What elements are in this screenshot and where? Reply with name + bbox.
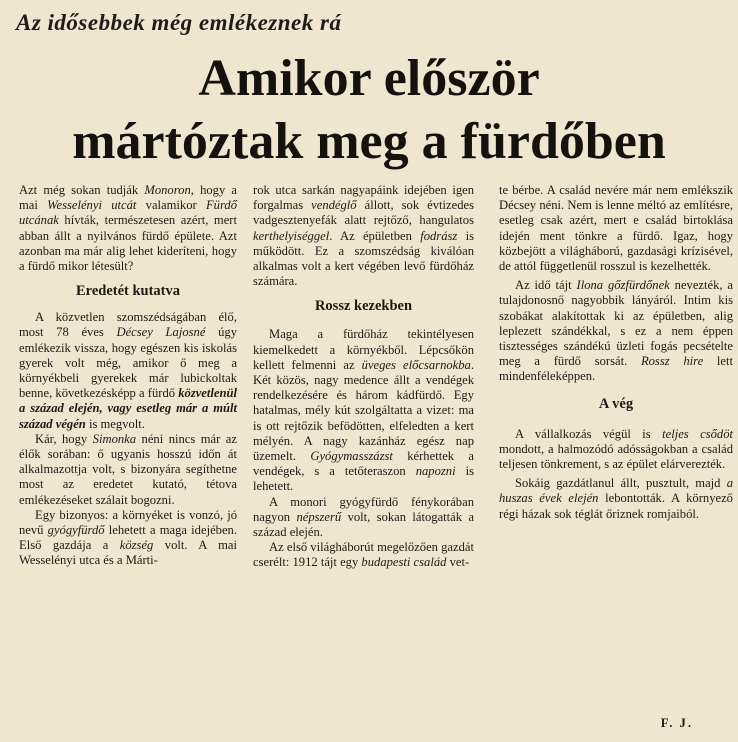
paragraph <box>253 327 474 494</box>
body-text: A monori gyógyfürdő fénykorában nagyon <box>253 494 474 524</box>
body-text: . Két közös, nagy medence állt a vendégek rendelkezésére és három kádfürdő. Egy hatalmas, mély kút szolgáltatta a vizet: ma is ott rejtőzik befödötten, elfeledten a kert mélyén. A nagy kazánház egész nap üzemelt. <box>253 357 475 464</box>
paragraph <box>19 183 237 274</box>
paragraph <box>19 310 237 432</box>
emphasis-text: Gyógymasszázst <box>310 449 393 464</box>
body-text: lehetett a maga idejében. Első gazdája a <box>19 523 237 553</box>
body-text: volt, sokan látogatták a század elején. <box>253 509 474 540</box>
emphasis-text: gyógyfürdő <box>47 523 105 538</box>
body-text: , hogy a mai <box>19 183 237 213</box>
article-column-2 <box>253 183 474 733</box>
body-text: te bérbe. A család nevére már nem emlékszik Décsey néni. Nem is lenne méltó az említésre, esetleg csak azért, mert e család birtoklása idején ment tönkre a fürdő. Igaz, hogy közbejött a világháború, gazdasági krízisével, de attól függetlenül rosszul is kezelhették. <box>499 183 733 274</box>
emphasis-text: Wesselényi utcát <box>47 198 137 213</box>
subheading-a-veg: A vég <box>598 395 634 412</box>
emphasis-text: Décsey Lajosné <box>116 325 206 340</box>
body-text: kérhettek a vendégek, s a tetőteraszon <box>253 449 474 479</box>
emphasis-text: a huszas évek elején <box>499 476 733 506</box>
body-text: Azt még sokan tudják <box>19 183 145 197</box>
body-text: lett mindenféleképpen. <box>499 354 733 384</box>
body-text: állott, sok évtizedes vadgesztenyefák alatt rejtőző, hangulatos <box>253 198 474 228</box>
emphasis-text: vendéglő <box>311 198 357 213</box>
subheading-rossz-kezekben: Rossz kezekben <box>314 298 413 315</box>
headline-line-2: mártóztak meg a fürdőben <box>72 113 666 170</box>
emphasis-text: Fürdő utcának <box>19 198 237 228</box>
article-column-1 <box>19 183 237 733</box>
subheading-eredetet-kutatva: Eredetét kutatva <box>75 283 181 300</box>
body-text: Egy bizonyos: a környéket is vonzó, jó nevű <box>19 507 237 538</box>
article-column-3 <box>499 183 733 733</box>
body-text: hívták, természetesen azért, mert abban állt a nyilvános fürdő épülete. Azt azonban ma már alig lehet kideríteni, hogy a fürdő mikor létesült? <box>19 213 237 274</box>
paragraph <box>19 508 237 569</box>
body-text: úgy emlékezik vissza, hogy egészen kis iskolás gyerek volt még, amikor ő meg a környékbeli gyerekek már lubickoltak benne, következésképp a fürdő <box>19 325 237 401</box>
emphasis-text: kerthelyiséggel <box>253 228 330 243</box>
emphasis-text: Simonka <box>92 431 137 446</box>
body-text: lebontották. A környező régi házak sok téglát őriznek romjaiból. <box>499 491 733 521</box>
paragraph <box>253 495 474 541</box>
body-text: valamikor <box>136 198 206 213</box>
body-text: A közvetlen szomszédságában élő, most 78 éves <box>19 310 237 340</box>
body-text: vet- <box>446 555 470 570</box>
body-text: Sokáig gazdátlanul állt, pusztult, majd <box>515 476 727 491</box>
body-text: A vállalkozás végül is <box>515 426 663 441</box>
body-text: . Az épületben <box>329 228 421 243</box>
emphasis-text: Monoron <box>144 183 191 197</box>
body-text: mondott, a halmozódó adósságokban a család teljesen tönkrement, s az épület elárverezték. <box>499 441 733 472</box>
kicker-line: Az idősebbek még emlékeznek rá <box>16 10 342 35</box>
body-text: Az első világháborút megelőzően gazdát cserélt: 1912 tájt egy <box>253 540 474 570</box>
paragraph <box>19 432 237 508</box>
headline-line-1: Amikor először <box>198 50 540 107</box>
body-text: Az idő tájt <box>515 278 577 293</box>
emphasis-text: népszerű <box>296 509 342 524</box>
emphasis-text: budapesti család <box>361 555 447 570</box>
body-text: nevezték, a tulajdonosnő nagyobbik lányáról. Intim kis szobákat alakítottak ki az épületben, alig leplezett szándékkal, s ez a nem éppen tisztességes szándékú üzleti fogás pecsételte meg a fürdő sorsát. <box>499 278 734 369</box>
emphasis-text: Rossz hire <box>640 354 704 369</box>
emphasis-text: üveges előcsarnokba <box>361 357 471 372</box>
emphasis-text: közvetlenül a század elején, vagy esetleg már a múlt század végén <box>19 386 237 431</box>
emphasis-text: teljes csődöt <box>662 426 733 441</box>
paragraph <box>499 476 733 522</box>
body-text: is megvolt. <box>85 416 145 431</box>
body-text: is működött. Ez a szomszédság kiválóan alkalmas volt a kert végében levő fürdőház számára. <box>253 228 474 289</box>
body-text: néni nincs már az élők sorában: ő ugyanis hosszú időn át alkalmazottja volt, s bizonyára segíthetne most az eredetet kutató, tétova emlékezéseket szálait bogozni. <box>19 431 237 507</box>
emphasis-text: fodrász <box>420 228 458 243</box>
paragraph <box>499 183 733 274</box>
paragraph <box>253 183 474 289</box>
paragraph <box>499 427 733 473</box>
body-text: Kár, hogy <box>35 431 93 446</box>
author-signature: F. J. <box>660 716 693 730</box>
body-text: rok utca sarkán nagyapáink idejében igen forgalmas <box>253 183 474 213</box>
emphasis-text: Ilona gőzfürdőnek <box>576 278 670 293</box>
body-text: is lehetett. <box>253 464 474 494</box>
emphasis-text: napozni <box>415 464 456 479</box>
paragraph <box>499 278 733 384</box>
paragraph <box>253 540 474 570</box>
emphasis-text: község <box>119 538 154 553</box>
body-text: volt. A mai Wesselényi utca és a Márti- <box>19 538 237 568</box>
body-text: Maga a fürdőház tekintélyesen kiemelkedett a környékből. Lépcsőkön kellett felmenni az <box>253 327 474 372</box>
